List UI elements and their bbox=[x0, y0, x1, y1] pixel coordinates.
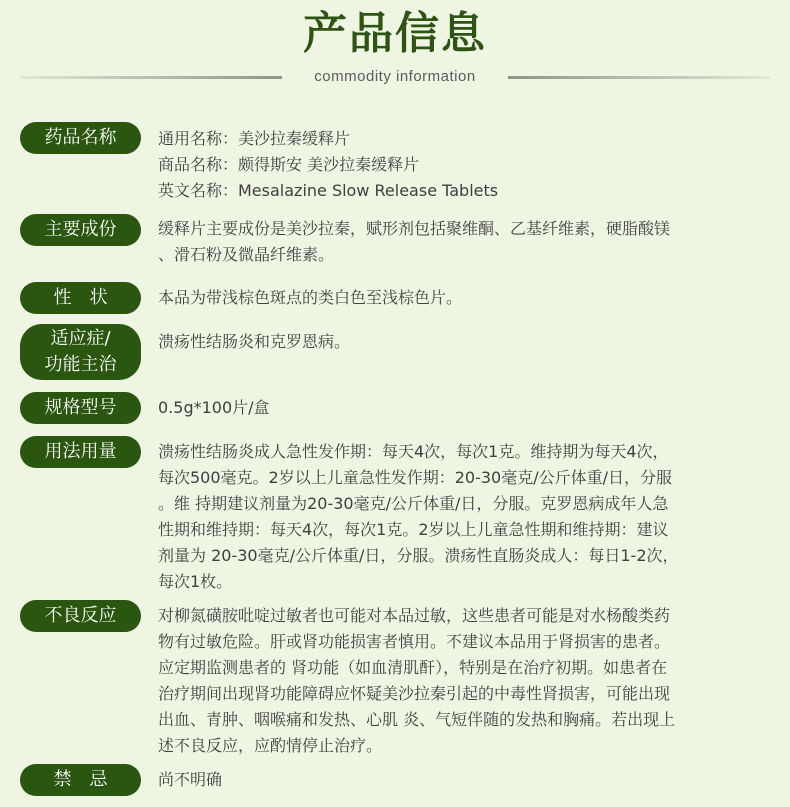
content-line: 、滑石粉及微晶纤维素。 bbox=[158, 245, 335, 264]
content-line: 每次1枚。 bbox=[158, 572, 233, 591]
content-line: 对柳氮磺胺吡啶过敏者也可能对本品过敏，这些患者可能是对水杨酸类药 bbox=[158, 606, 671, 625]
content-line: 。维 持期建议剂量为20-30毫克/公斤体重/日，分服。克罗恩病成年人急 bbox=[158, 494, 669, 513]
section-content bbox=[158, 329, 770, 355]
section-label: 不良反应 bbox=[20, 600, 141, 632]
content-line: 通用名称：美沙拉秦缓释片 bbox=[158, 129, 351, 148]
content-line: 溃疡性结肠炎成人急性发作期：每天4次，每次1克。维持期为每天4次， bbox=[158, 442, 669, 461]
section-content bbox=[158, 285, 770, 311]
section-content bbox=[158, 439, 770, 595]
divider-left bbox=[20, 76, 282, 79]
section-label: 规格型号 bbox=[20, 392, 141, 424]
section-label: 性 状 bbox=[20, 282, 141, 314]
content-line: 每次500毫克。2岁以上儿童急性发作期：20-30毫克/公斤体重/日，分服 bbox=[158, 468, 672, 487]
content-line: 缓释片主要成份是美沙拉秦，赋形剂包括聚维酮、乙基纤维素，硬脂酸镁 bbox=[158, 219, 671, 238]
section-content bbox=[158, 603, 770, 759]
section-content bbox=[158, 395, 770, 421]
page-header bbox=[0, 0, 790, 95]
content-line: 英文名称：Mesalazine Slow Release Tablets bbox=[158, 181, 499, 200]
page-title: 产品信息 bbox=[303, 8, 487, 59]
content-line: 本品为带浅棕色斑点的类白色至浅棕色片。 bbox=[158, 288, 463, 307]
section-content bbox=[158, 126, 770, 204]
content-line: 治疗期间出现肾功能障碍应怀疑美沙拉秦引起的中毒性肾损害，可能出现 bbox=[158, 684, 671, 703]
content-line: 尚不明确 bbox=[158, 770, 223, 789]
section-label: 药品名称 bbox=[20, 122, 141, 154]
section-label: 主要成份 bbox=[20, 214, 141, 246]
section-content bbox=[158, 216, 770, 268]
divider-right bbox=[508, 76, 770, 79]
content-line: 0.5g*100片/盒 bbox=[158, 398, 270, 417]
section-content bbox=[158, 767, 770, 793]
content-line: 溃疡性结肠炎和克罗恩病。 bbox=[158, 332, 351, 351]
section-label: 适应症/ 功能主治 bbox=[20, 324, 141, 380]
content-line: 物有过敏危险。肝或肾功能损害者慎用。不建议本品用于肾损害的患者。 bbox=[158, 632, 671, 651]
section-label: 禁 忌 bbox=[20, 764, 141, 796]
content-line: 述不良反应，应酌情停止治疗。 bbox=[158, 736, 383, 755]
content-line: 性期和维持期：每天4次，每次1克。2岁以上儿童急性期和维持期：建议 bbox=[158, 520, 669, 539]
page-subtitle: commodity information bbox=[314, 68, 476, 85]
section-label: 用法用量 bbox=[20, 436, 141, 468]
content-line: 应定期监测患者的 肾功能（如血清肌酐），特别是在治疗初期。如患者在 bbox=[158, 658, 668, 677]
content-line: 出血、青肿、咽喉痛和发热、心肌 炎、气短伴随的发热和胸痛。若出现上 bbox=[158, 710, 676, 729]
content-line: 商品名称：颇得斯安 美沙拉秦缓释片 bbox=[158, 155, 420, 174]
content-line: 剂量为 20-30毫克/公斤体重/日，分服。溃疡性直肠炎成人：每日1-2次， bbox=[158, 546, 679, 565]
